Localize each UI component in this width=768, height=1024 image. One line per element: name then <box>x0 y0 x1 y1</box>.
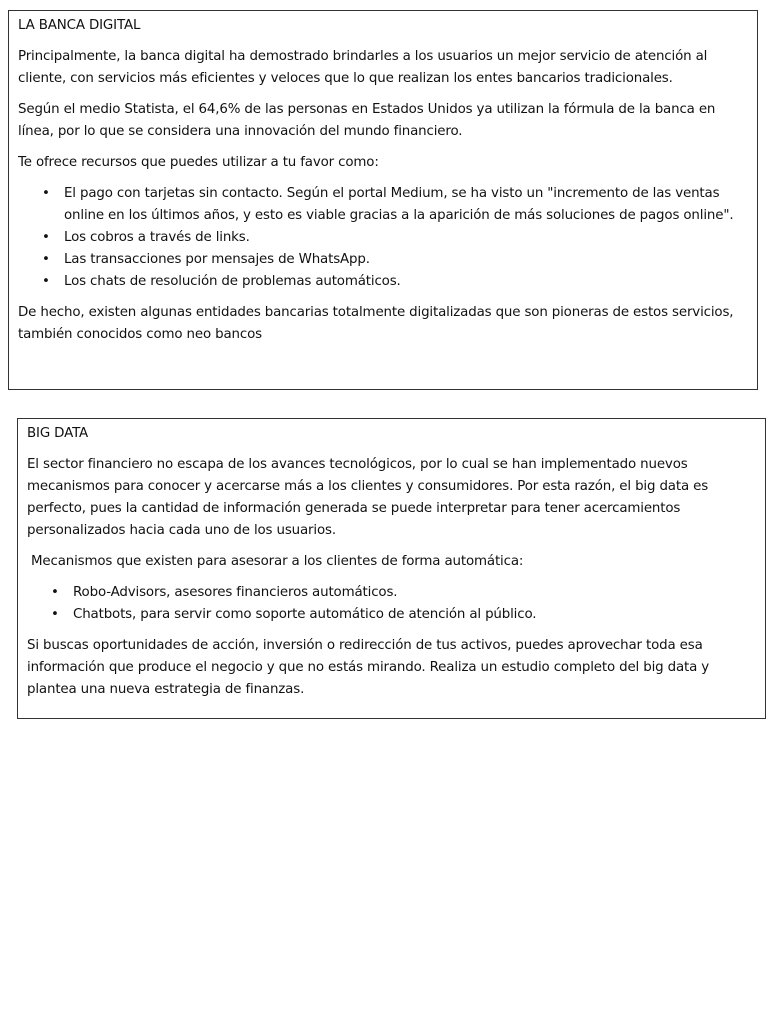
banca-digital-paragraph-1: Principalmente, la banca digital ha demostrado brindarles a los usuarios un mejor servicio de atención al cliente, con servicios más eficientes y veloces que lo que realizan los entes bancarios tradicionales. <box>18 49 708 86</box>
bullet-icon: • <box>42 274 50 289</box>
bullet-icon: • <box>42 186 50 201</box>
list-item <box>42 227 748 249</box>
list-item <box>51 582 756 604</box>
banca-digital-paragraph-2: Según el medio Statista, el 64,6% de las personas en Estados Unidos ya utilizan la fórmula de la banca en línea, por lo que se considera una innovación del mundo financiero. <box>18 102 716 139</box>
banca-digital-box <box>8 10 758 390</box>
list-item-text: Las transacciones por mensajes de WhatsApp. <box>64 252 370 267</box>
list-item-text: El pago con tarjetas sin contacto. Según el portal Medium, se ha visto un "incremento de las ventas online en los últimos años, y esto es viable gracias a la aparición de más soluciones de pagos online". <box>64 186 734 223</box>
banca-digital-paragraph-3: Te ofrece recursos que puedes utilizar a tu favor como: <box>18 155 379 170</box>
big-data-box <box>17 418 766 719</box>
bullet-icon: • <box>42 252 50 267</box>
banca-digital-paragraph-4: De hecho, existen algunas entidades bancarias totalmente digitalizadas que son pioneras de estos servicios, también conocidos como neo bancos <box>18 305 734 342</box>
banca-digital-list <box>18 183 748 293</box>
big-data-list <box>27 582 756 626</box>
banca-digital-title: LA BANCA DIGITAL <box>18 18 141 33</box>
list-item <box>42 183 748 227</box>
big-data-paragraph-3: Si buscas oportunidades de acción, inversión o redirección de tus activos, puedes aprovechar toda esa información que produce el negocio y que no estás mirando. Realiza un estudio completo del big data y plantea una nueva estrategia de finanzas. <box>27 638 710 697</box>
list-item-text: Los chats de resolución de problemas automáticos. <box>64 274 401 289</box>
big-data-title: BIG DATA <box>27 426 89 441</box>
list-item-text: Los cobros a través de links. <box>64 230 250 245</box>
list-item-text: Chatbots, para servir como soporte automático de atención al público. <box>73 607 537 622</box>
big-data-paragraph-2: Mecanismos que existen para asesorar a los clientes de forma automática: <box>31 554 524 569</box>
bullet-icon: • <box>42 230 50 245</box>
list-item <box>51 604 756 626</box>
list-item <box>42 249 748 271</box>
list-item-text: Robo-Advisors, asesores financieros automáticos. <box>73 585 398 600</box>
bullet-icon: • <box>51 585 59 600</box>
bullet-icon: • <box>51 607 59 622</box>
big-data-paragraph-1: El sector financiero no escapa de los avances tecnológicos, por lo cual se han implementado nuevos mecanismos para conocer y acercarse más a los clientes y consumidores. Por esta razón, el big data es perfecto, pues la cantidad de información generada se puede interpretar para tener acercamientos personalizados hacia cada uno de los usuarios. <box>27 457 709 538</box>
list-item <box>42 271 748 293</box>
